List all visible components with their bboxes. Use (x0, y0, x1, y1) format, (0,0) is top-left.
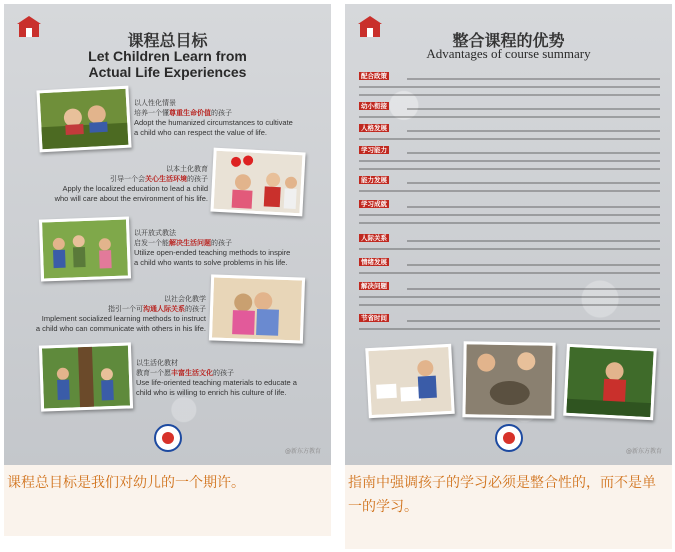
goal-item-4 (18, 294, 206, 334)
goal-5-cn-pre: 以生活化教材 (136, 359, 178, 367)
text-line (407, 320, 660, 322)
goal-3-cn-post: 的孩子 (211, 239, 232, 247)
poster-title-en-1: Let Children Learn from (88, 48, 247, 64)
goal-1-cn-post: 的孩子 (211, 109, 232, 117)
watermark-text: @新东方教育 (284, 448, 321, 455)
goal-5-en-1: Use life-oriented teaching materials to educate a (136, 378, 297, 387)
goal-4-cn-pre: 以社会化教学 (164, 295, 206, 303)
goal-2-en-1: Apply the localized education to lead a child (62, 184, 208, 193)
advantage-9-tag: 解决问题 (361, 282, 387, 290)
school-badge-icon (154, 424, 182, 452)
goal-1-en-2: a child who can respect the value of life. (134, 128, 267, 137)
text-line (407, 152, 660, 154)
goal-5-cn-lead: 教育一个愿 (136, 369, 171, 377)
advantage-1-tag: 配合政策 (361, 72, 387, 80)
text-line (359, 272, 660, 274)
goal-3-en-1: Utilize open-ended teaching methods to inspire (134, 248, 291, 257)
text-line (407, 264, 660, 266)
text-line (407, 182, 660, 184)
poster-title-cn: 整合课程的优势 (452, 31, 565, 50)
goal-5-cn-post: 的孩子 (213, 369, 234, 377)
right-card (345, 4, 672, 549)
text-line (359, 328, 660, 330)
goal-1-cn-lead: 培养一个懂 (134, 109, 169, 117)
goal-2-en-2: who will care about the environment of his life. (54, 194, 208, 203)
left-caption: 课程总目标是我们对幼儿的一个期许。 (7, 475, 245, 491)
goal-3-cn-lead: 启发一个能 (134, 239, 169, 247)
photo-kids-hugging (209, 274, 305, 343)
goal-item-1 (134, 98, 324, 138)
photo-kids-outdoor (39, 216, 131, 281)
text-line (359, 116, 660, 118)
advantage-6-tag: 学习成就 (361, 200, 387, 208)
watermark-text: @新东方教育 (625, 448, 662, 455)
advantage-8-tag: 情绪发展 (361, 258, 387, 266)
text-line (359, 190, 660, 192)
goal-2-highlight: 关心生活环境 (145, 175, 187, 183)
goal-4-en-2: a child who can communicate with others in his life. (35, 324, 206, 333)
advantage-4-tag: 学习能力 (361, 146, 387, 154)
advantage-10-tag: 节省时间 (361, 314, 387, 322)
goal-1-cn-pre: 以人性化情景 (134, 99, 176, 107)
goal-item-2 (32, 164, 208, 204)
text-line (407, 108, 660, 110)
goal-4-cn-post: 的孩子 (185, 305, 206, 313)
text-line (359, 86, 660, 88)
text-line (407, 288, 660, 290)
text-line (359, 160, 660, 162)
text-line (359, 214, 660, 216)
text-line (359, 94, 660, 96)
goal-3-cn-pre: 以开放式教法 (134, 229, 176, 237)
photo-kids-turtle (462, 341, 555, 419)
goal-4-highlight: 沟通人际关系 (143, 305, 185, 313)
goal-5-en-2: child who is willing to enrich his culture of life. (136, 388, 287, 397)
goal-3-highlight: 解决生活问题 (169, 239, 211, 247)
goal-item-3 (134, 228, 324, 268)
goal-1-en-1: Adopt the humanized circumstances to cultivate (134, 118, 293, 127)
photo-kid-garden (563, 344, 657, 421)
poster-title-cn: 课程总目标 (127, 31, 208, 50)
poster-title-en-2: Actual Life Experiences (88, 64, 247, 80)
goal-2-cn-post: 的孩子 (187, 175, 208, 183)
goal-4-en-1: Implement socialized learning methods to instruct (41, 314, 206, 323)
goal-2-cn-lead: 引导一个会 (110, 175, 145, 183)
goal-3-en-2: a child who wants to solve problems in his life. (134, 258, 288, 267)
right-caption-box (345, 465, 672, 549)
goal-5-highlight: 丰富生活文化 (171, 369, 213, 377)
text-line (359, 168, 660, 170)
left-card (4, 4, 331, 536)
text-line (359, 248, 660, 250)
course-advantages-poster (345, 4, 672, 465)
goal-1-highlight: 尊重生命价值 (169, 109, 211, 117)
photo-children-lying (36, 86, 131, 153)
school-badge-icon (495, 424, 523, 452)
text-line (407, 130, 660, 132)
text-line (359, 222, 660, 224)
left-caption-box (4, 465, 331, 536)
advantage-3-tag: 人格发展 (361, 124, 387, 132)
text-line (359, 138, 660, 140)
poster-title-en: Advantages of course summary (426, 46, 591, 61)
text-line (359, 296, 660, 298)
photo-kids-tree (39, 342, 133, 411)
goal-item-5 (136, 358, 326, 398)
advantage-5-tag: 能力发展 (361, 176, 387, 184)
course-goals-poster (4, 4, 331, 465)
advantage-7-tag: 人际关系 (361, 234, 387, 242)
text-line (359, 304, 660, 306)
photo-kids-cards (365, 344, 455, 418)
text-line (407, 206, 660, 208)
text-line (407, 78, 660, 80)
goal-2-cn-pre: 以本土化教育 (166, 165, 208, 173)
right-caption: 指南中强调孩子的学习必须是整合性的，而不是单一的学习。 (348, 475, 656, 515)
text-line (407, 240, 660, 242)
advantage-2-tag: 幼小衔接 (361, 102, 387, 110)
photo-family-decorating (210, 148, 305, 217)
goal-4-cn-lead: 指引一个可 (108, 305, 143, 313)
